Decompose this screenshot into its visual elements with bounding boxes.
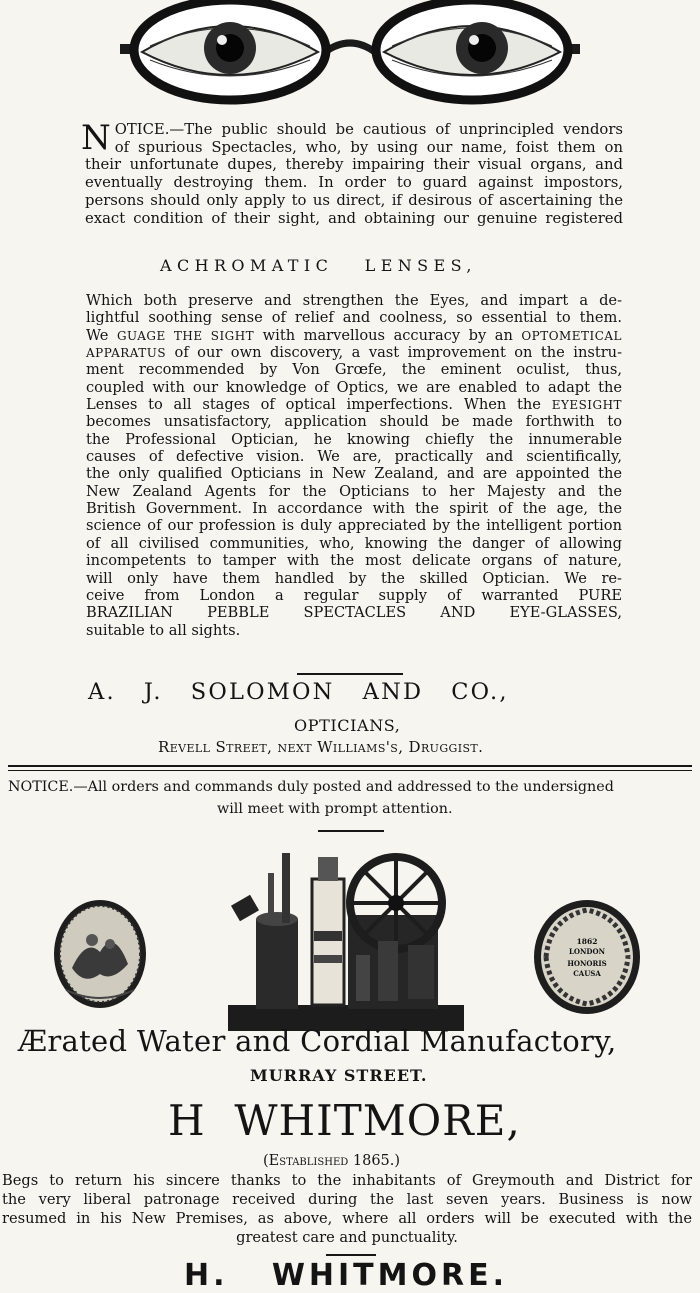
firm-name: A. J. SOLOMON AND CO., bbox=[88, 679, 509, 705]
body-line: Which both preserve and strengthen the Eyes, and impart a de- bbox=[86, 292, 622, 309]
divider bbox=[326, 1254, 376, 1256]
notice-line: OTICE.—The public should be cautious of unprincipled vendors bbox=[114, 121, 623, 138]
lenses-heading: ACHROMATIC LENSES, bbox=[160, 256, 477, 275]
thanks-line: resumed in his New Premises, as above, where all orders will be executed with the bbox=[2, 1210, 692, 1227]
thanks-line: Begs to return his sincere thanks to the inhabitants of Greymouth and District for bbox=[2, 1172, 692, 1189]
divider bbox=[297, 673, 403, 675]
medal-text: LONDON bbox=[569, 947, 605, 956]
body-line: the Professional Optician, he knowing chiefly the innumerable bbox=[86, 430, 622, 448]
body-line: becomes unsatisfactory, application should be made forthwith to bbox=[86, 413, 622, 431]
medal-icon bbox=[52, 898, 148, 1010]
aerated-water-machinery-icon bbox=[228, 845, 464, 1031]
manufactory-title: Ærated Water and Cordial Manufactory, bbox=[18, 1024, 617, 1058]
section-divider bbox=[8, 765, 692, 767]
medal-text: HONORIS bbox=[567, 959, 607, 968]
thanks-line: the very liberal patronage received during the last seven years. Business is now bbox=[2, 1191, 692, 1208]
spectacles-eyes-illustration bbox=[120, 0, 580, 110]
orders-notice-line: NOTICE.—All orders and commands duly posted and addressed to the undersigned bbox=[8, 779, 614, 795]
small-caps-text: APPARATUS bbox=[86, 346, 167, 361]
body-line: incompetents to tamper with the most delicate organs of nature, bbox=[86, 552, 622, 570]
notice-line: of spurious Spectacles, who, by using our name, foist them on bbox=[114, 138, 623, 156]
orders-notice-line: will meet with prompt attention. bbox=[217, 801, 453, 817]
small-caps-text: GUAGE THE SIGHT bbox=[116, 328, 255, 343]
body-line: coupled with our knowledge of Optics, we are enabled to adapt the bbox=[86, 378, 622, 396]
notice-line: exact condition of their sight, and obtaining our genuine registered bbox=[85, 209, 623, 227]
notice-line: eventually destroying them. In order to guard against impostors, bbox=[85, 174, 623, 192]
firm-address: Revell Street, next Williams's, Druggist. bbox=[158, 738, 484, 756]
notice-line: their unfortunate dupes, thereby impairing their visual organs, and bbox=[85, 156, 623, 174]
body-line: New Zealand Agents for the Opticians to her Majesty and the bbox=[86, 482, 622, 500]
body-line: causes of defective vision. We are, practically and scientifically, bbox=[86, 448, 622, 466]
body-line: lightful soothing sense of relief and coolness, so essential to them. bbox=[86, 309, 622, 327]
body-line: Lenses to all stages of optical imperfections. When the EYESIGHT bbox=[86, 396, 622, 414]
notice-dropcap: N bbox=[81, 118, 111, 158]
body-line: will only have them handled by the skilled Optician. We re- bbox=[86, 569, 622, 587]
firm-trade: OPTICIANS, bbox=[294, 716, 401, 735]
body-line: APPARATUS of our own discovery, a vast improvement on the instru- bbox=[86, 344, 622, 362]
divider bbox=[318, 830, 384, 832]
body-line: British Government. In accordance with the spirit of the age, the bbox=[86, 500, 622, 518]
street-address: MURRAY STREET. bbox=[250, 1066, 428, 1085]
medal-text: CAUSA bbox=[573, 969, 601, 978]
optician-body bbox=[86, 292, 622, 639]
body-line: BRAZILIAN PEBBLE SPECTACLES AND EYE-GLASSES, bbox=[86, 604, 622, 622]
body-line: We GUAGE THE SIGHT with marvellous accuracy by an OPTOMETICAL bbox=[86, 326, 622, 344]
body-line: ceive from London a regular supply of warranted PURE bbox=[86, 586, 622, 604]
established-date: (Established 1865.) bbox=[263, 1153, 401, 1169]
small-caps-text: OPTOMETICAL bbox=[521, 328, 622, 343]
body-line: ment recommended by Von Grœfe, the eminent oculist, thus, bbox=[86, 361, 622, 379]
medal-text: 1862 bbox=[576, 937, 598, 946]
body-line: of all civilised communities, who, knowing the danger of allowing bbox=[86, 534, 622, 552]
thanks-line: greatest care and punctuality. bbox=[236, 1229, 458, 1246]
thanks-paragraph bbox=[2, 1171, 692, 1247]
body-line: the only qualified Opticians in New Zealand, and are appointed the bbox=[86, 465, 622, 483]
optician-notice bbox=[81, 118, 623, 227]
signature: H. WHITMORE. bbox=[183, 1258, 508, 1293]
section-divider bbox=[8, 770, 692, 771]
small-caps-text: EYESIGHT bbox=[551, 398, 622, 413]
proprietor-name: H WHITMORE, bbox=[168, 1096, 521, 1145]
medal-icon bbox=[532, 898, 642, 1016]
body-line: science of our profession is duly appreciated by the intelligent portion bbox=[86, 517, 622, 535]
body-line: suitable to all sights. bbox=[86, 621, 241, 639]
notice-line: persons should only apply to us direct, if desirous of ascertaining the bbox=[85, 191, 623, 209]
